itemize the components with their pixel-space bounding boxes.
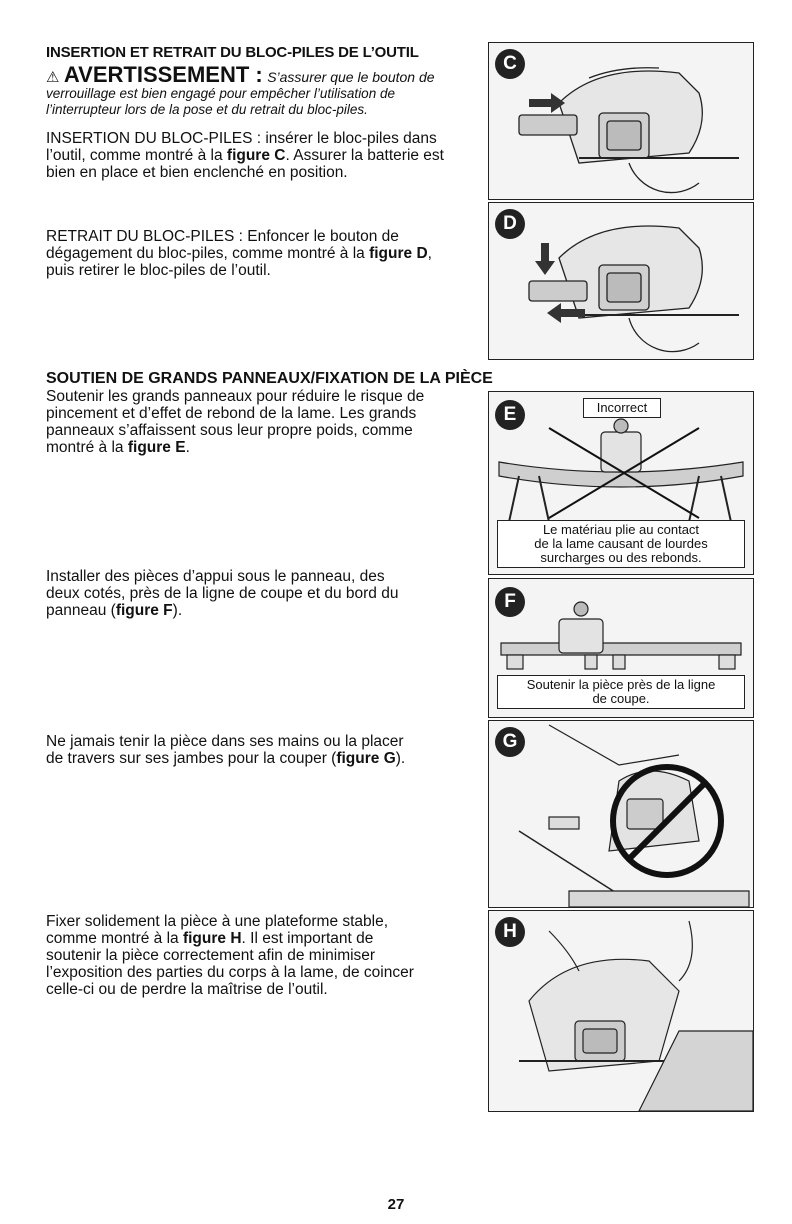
figure-d-badge: D xyxy=(495,209,525,239)
figure-d xyxy=(488,202,754,360)
figure-e-badge: E xyxy=(495,400,525,430)
support-paragraph xyxy=(46,388,486,456)
warning-heading xyxy=(46,62,435,88)
figure-f-caption: Soutenir la pièce près de la ligne de coupe. xyxy=(497,675,745,709)
warning-icon: ⚠ xyxy=(46,69,60,86)
figure-e xyxy=(488,391,754,575)
text-line: Ne jamais tenir la pièce dans ses mains ou la placer xyxy=(46,733,404,750)
text-line: Soutenir les grands panneaux pour réduire le risque de xyxy=(46,388,425,405)
figure-c xyxy=(488,42,754,200)
text-line: dégagement du bloc-piles, comme montré à la figure D, xyxy=(46,245,432,262)
text-line: puis retirer le bloc-piles de l’outil. xyxy=(46,262,271,279)
text-line: pincement et d’effet de rebond de la lame. Les grands xyxy=(46,405,417,422)
figure-e-caption: Le matériau plie au contact de la lame causant de lourdes surcharges ou des rebonds. xyxy=(497,520,745,568)
text-line: panneau (figure F). xyxy=(46,602,183,619)
text-line: comme montré à la figure H. Il est important de xyxy=(46,930,374,947)
text-line: RETRAIT DU BLOC-PILES : Enfoncer le bouton de xyxy=(46,228,399,245)
saw-insert-battery-illustration xyxy=(489,43,753,199)
text-line: celle-ci ou de perdre la maîtrise de l’outil. xyxy=(46,981,328,998)
figure-f-badge: F xyxy=(495,587,525,617)
text-line: panneaux s’affaissent sous leur propre poids, comme xyxy=(46,422,413,439)
text-line: Installer des pièces d’appui sous le panneau, des xyxy=(46,568,385,585)
figure-h xyxy=(488,910,754,1112)
saw-illustration xyxy=(519,921,753,1111)
arrow-right-icon xyxy=(529,93,565,113)
secure-workpiece-paragraph xyxy=(46,913,486,998)
warning-label: AVERTISSEMENT : xyxy=(63,62,263,87)
never-hold-paragraph xyxy=(46,733,486,767)
hand-saw-illustration xyxy=(519,725,749,907)
section-title-support: SOUTIEN DE GRANDS PANNEAUX/FIXATION DE LA PIÈCE xyxy=(46,370,493,387)
text-line: l’outil, comme montré à la figure C. Assurer la batterie est xyxy=(46,147,444,164)
panel-illustration xyxy=(501,602,741,669)
page-number: 27 xyxy=(387,1196,405,1213)
figure-h-badge: H xyxy=(495,917,525,947)
text-line: INSERTION DU BLOC-PILES : insérer le bloc-piles dans xyxy=(46,130,437,147)
text-line: l’exposition des parties du corps à la lame, de coincer xyxy=(46,964,414,981)
saw-remove-battery-illustration xyxy=(489,203,753,359)
saw-illustration xyxy=(529,226,739,352)
saw-illustration xyxy=(519,68,739,193)
warning-text: verrouillage est bien engagé pour empêcher l’utilisation de xyxy=(46,86,395,101)
text-line: deux cotés, près de la ligne de coupe et du bord du xyxy=(46,585,399,602)
warning-text: l’interrupteur lors de la pose et du retrait du bloc-piles. xyxy=(46,102,368,117)
figure-g xyxy=(488,720,754,908)
install-supports-paragraph xyxy=(46,568,486,619)
figure-e-tag: Incorrect xyxy=(583,398,661,418)
hand-held-workpiece-illustration xyxy=(489,721,753,907)
text-line: montré à la figure E. xyxy=(46,439,190,456)
insert-paragraph xyxy=(46,130,486,181)
text-line: bien en place et bien enclenché en position. xyxy=(46,164,348,181)
section-title-insertion: INSERTION ET RETRAIT DU BLOC-PILES DE L’OUTIL xyxy=(46,44,419,61)
figure-f xyxy=(488,578,754,718)
arrow-down-icon xyxy=(535,243,555,275)
text-line: de travers sur ses jambes pour la couper (figure G). xyxy=(46,750,406,767)
figure-c-badge: C xyxy=(495,49,525,79)
remove-paragraph xyxy=(46,228,486,279)
text-line: Fixer solidement la pièce à une plateforme stable, xyxy=(46,913,389,930)
warning-text: S’assurer que le bouton de xyxy=(267,69,435,85)
clamped-workpiece-illustration xyxy=(489,911,753,1111)
figure-g-badge: G xyxy=(495,727,525,757)
text-line: soutenir la pièce correctement afin de minimiser xyxy=(46,947,376,964)
